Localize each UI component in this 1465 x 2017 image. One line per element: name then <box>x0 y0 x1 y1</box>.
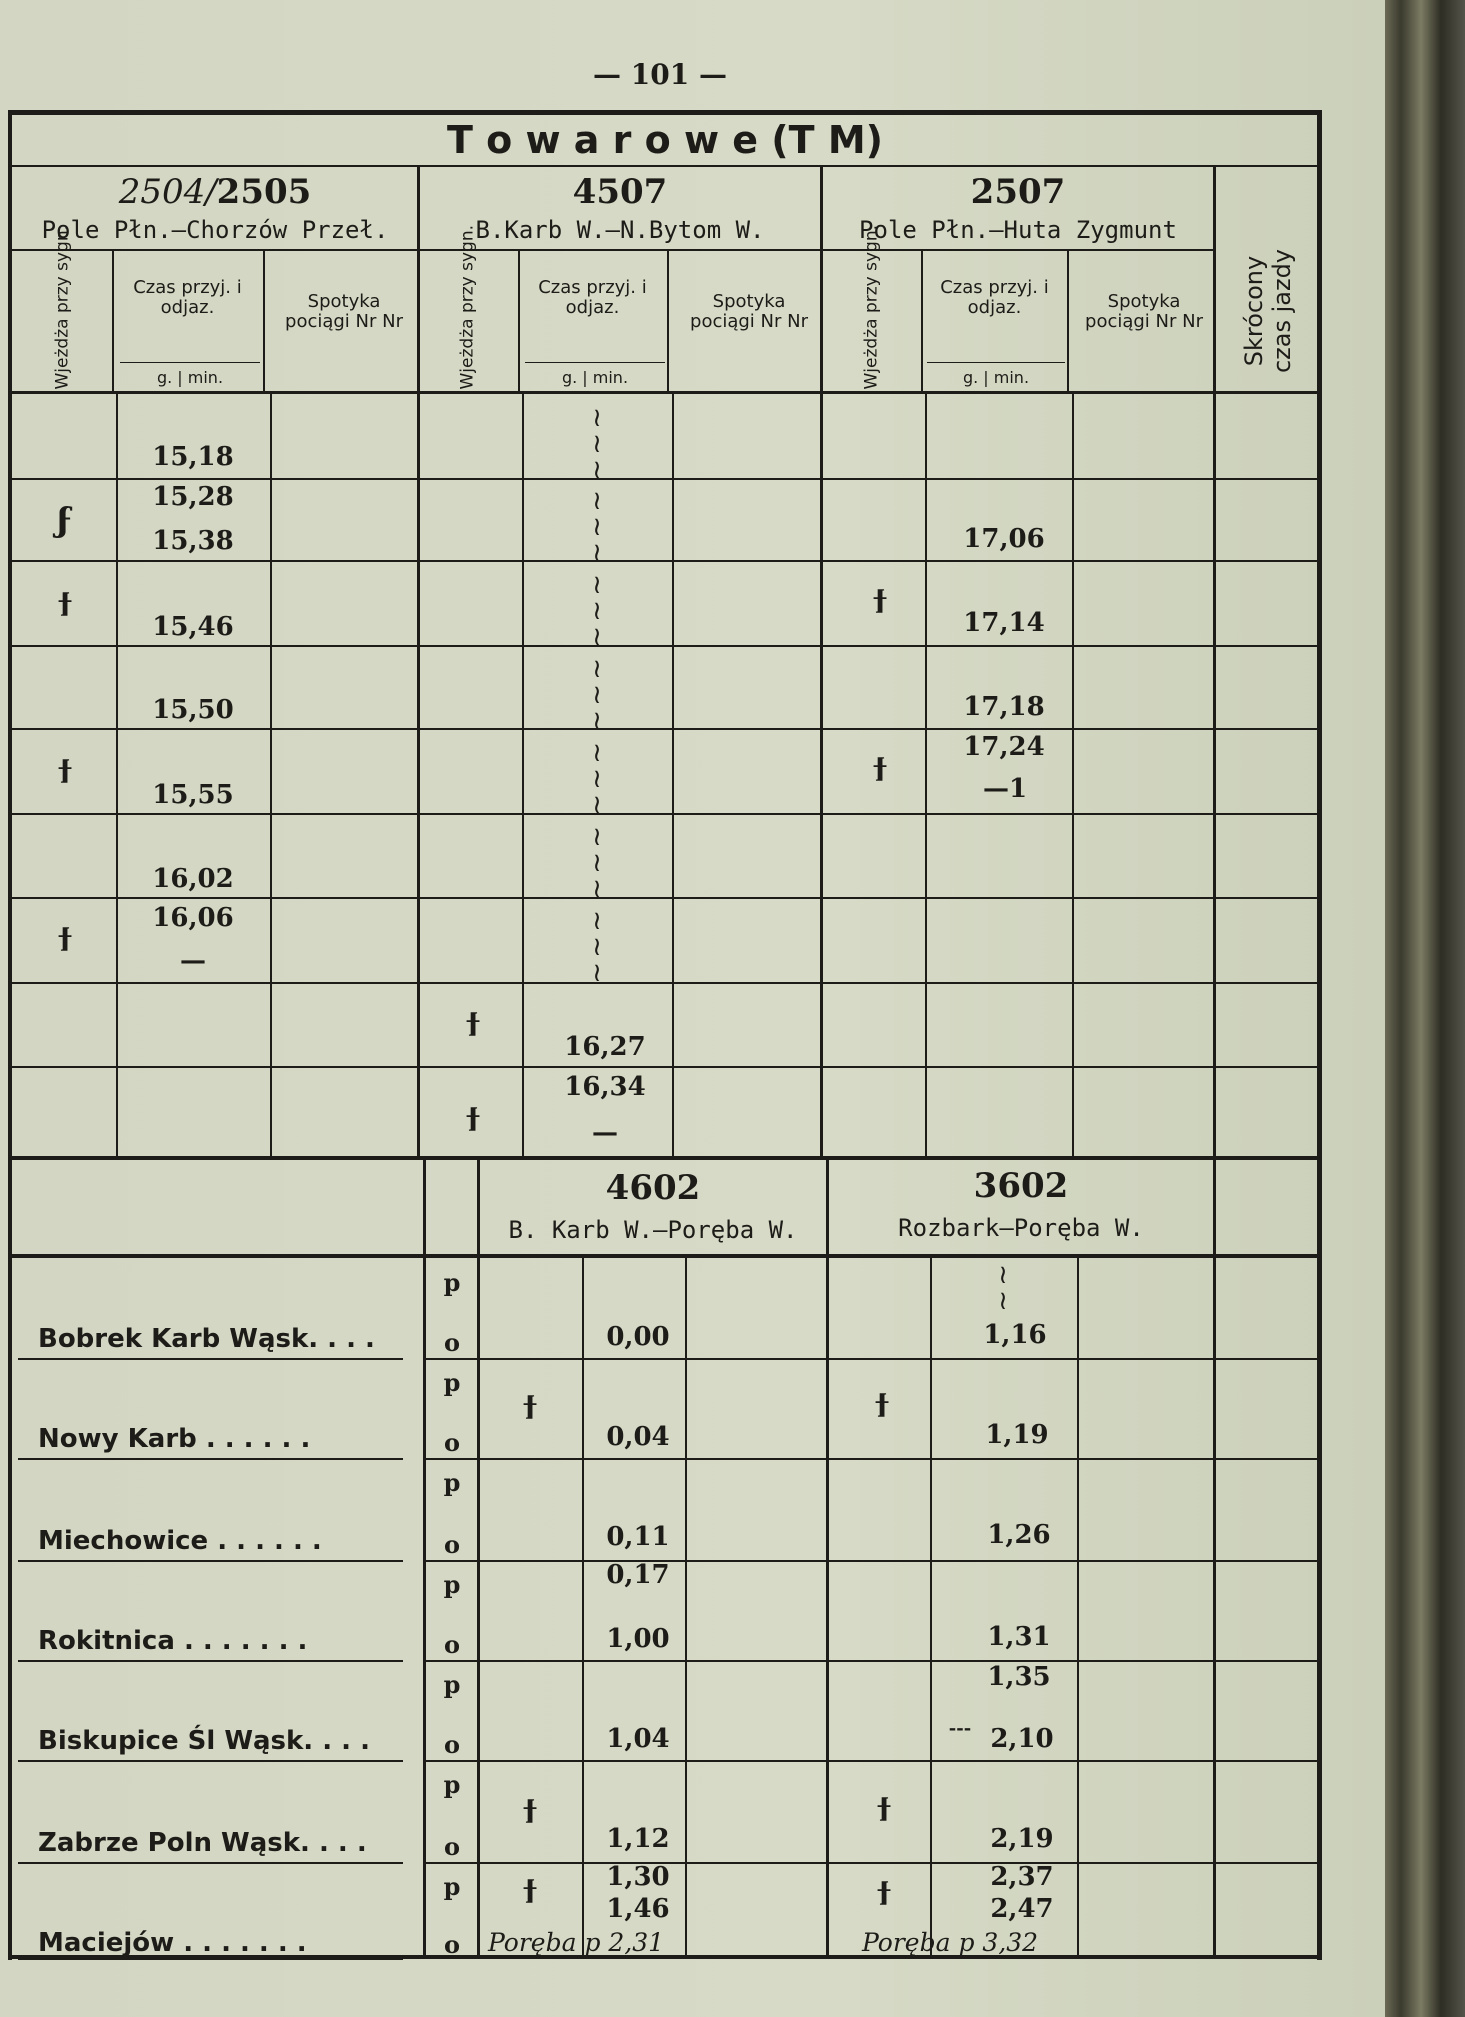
time-4602: 1,04 <box>606 1724 670 1754</box>
body-v-b2 <box>672 394 674 1156</box>
station-name: Biskupice Śl Wąsk. . . . <box>38 1726 370 1756</box>
signal-symbol: ϯ <box>876 1874 892 1914</box>
wave-glyph: ≀ <box>592 429 602 459</box>
station-rule <box>18 1862 403 1864</box>
signal-symbol: ϯ <box>872 582 888 622</box>
time-2507: —1 <box>982 774 1028 804</box>
arrival-label: p <box>443 1872 461 1901</box>
time-4602: 1,12 <box>606 1824 670 1854</box>
time-3602: 1,35 <box>987 1662 1051 1692</box>
time-4602: 0,17 <box>606 1560 670 1590</box>
time-2507: 17,18 <box>963 692 1045 722</box>
train-4602-number: 4602 <box>605 1168 701 1208</box>
departure-label: o <box>443 1930 460 1959</box>
wave-mark <box>988 1262 1018 1314</box>
time-3602: 2,10 <box>990 1724 1054 1754</box>
bottom-v-mid <box>826 1160 829 1958</box>
time-2505: 15,55 <box>152 780 234 810</box>
bottom-v-po-right <box>477 1160 480 1958</box>
time-4602: 1,46 <box>606 1894 670 1924</box>
time-2505: 15,46 <box>152 612 234 642</box>
signal-symbol: ϯ <box>57 752 73 792</box>
time-4602: 0,04 <box>606 1422 670 1452</box>
wave-glyph: ≀ <box>592 958 602 988</box>
departure-label: o <box>443 1630 460 1659</box>
wave-glyph: ≀ <box>592 764 602 794</box>
body-v-a1 <box>116 394 118 1156</box>
train-2507-route: Pole Płn.–Huta Zygmunt <box>859 216 1177 244</box>
wave-glyph: ≀ <box>592 680 602 710</box>
time-4602: 1,30 <box>606 1862 670 1892</box>
time-units-rule-c <box>927 362 1065 363</box>
time-4507: 16,34 <box>564 1072 646 1102</box>
signal-symbol: ϯ <box>465 1100 481 1140</box>
wave-glyph: ≀ <box>998 1260 1008 1290</box>
frame-top <box>8 110 1321 115</box>
signal-symbol: ϯ <box>874 1386 890 1426</box>
departure-label: o <box>443 1428 460 1457</box>
row-rule <box>426 1458 1317 1460</box>
signal-symbol: ϯ <box>57 920 73 960</box>
signal-symbol: ϯ <box>522 1792 538 1832</box>
time-units-c: g. | min. <box>962 368 1030 387</box>
station-rule <box>18 1760 403 1762</box>
wave-glyph: ≀ <box>592 706 602 736</box>
station-name: Nowy Karb . . . . . . <box>38 1424 311 1454</box>
time-4602: 1,00 <box>606 1624 670 1654</box>
train-2507-number: 2507 <box>970 172 1066 212</box>
title-rule <box>12 165 1317 167</box>
row-rule <box>426 1760 1317 1762</box>
train-2505-route: Pole Płn.–Chorzów Przeł. <box>41 216 389 244</box>
time-units-b: g. | min. <box>561 368 629 387</box>
signal-symbol: ϝ <box>56 500 74 540</box>
time-2505: 15,38 <box>152 526 234 556</box>
bottom-v-po-left <box>423 1160 426 1958</box>
train-4602-route: B. Karb W.–Poręba W. <box>508 1216 798 1244</box>
station-rule <box>18 1358 403 1360</box>
page-number: — 101 — <box>593 58 727 91</box>
time-3602: 2,47 <box>990 1894 1054 1924</box>
frame-right <box>1317 110 1322 1960</box>
time-2505: 16,02 <box>152 864 234 894</box>
time-units-a: g. | min. <box>156 368 224 387</box>
time-4602: 0,00 <box>606 1322 670 1352</box>
wave-glyph: ≀ <box>592 874 602 904</box>
time-3602: 1,16 <box>983 1320 1047 1350</box>
row-rule <box>12 813 1317 815</box>
time-units-rule-a <box>120 362 260 363</box>
wave-mark <box>582 740 612 818</box>
time-3602: 1,19 <box>985 1420 1049 1450</box>
row-rule <box>12 560 1317 562</box>
bottom-v-c <box>930 1258 932 1958</box>
arrival-label: p <box>443 1268 461 1297</box>
time-header-b: Czas przyj. i odjaz. <box>538 277 647 318</box>
row-rule <box>12 1066 1317 1068</box>
wave-glyph: ≀ <box>592 848 602 878</box>
shortened-header: Skrócony czas jazdy <box>1240 248 1296 374</box>
time-3602: 2,37 <box>990 1862 1054 1892</box>
signal-symbol: ϯ <box>872 750 888 790</box>
time-2505: 16,06 <box>152 903 234 933</box>
station-name: Miechowice . . . . . . <box>38 1526 322 1556</box>
station-name: Bobrek Karb Wąsk. . . . <box>38 1324 375 1354</box>
wave-mark <box>582 572 612 650</box>
time-3602: 1,26 <box>987 1520 1051 1550</box>
entry-header-c: Wjeżdża przy sygn. <box>861 224 882 390</box>
wave-glyph: ≀ <box>592 622 602 652</box>
time-4507: 16,27 <box>564 1032 646 1062</box>
train-2504-number: 2504/ <box>118 172 217 212</box>
sub-v-c1 <box>921 251 923 391</box>
divider-v3 <box>1213 167 1216 1957</box>
po-mid-rule <box>932 1660 1076 1661</box>
train-3602-number: 3602 <box>973 1166 1069 1206</box>
arrival-label: p <box>443 1770 461 1799</box>
row-rule <box>426 1358 1317 1360</box>
row-rule <box>426 1560 1317 1562</box>
time-2505: 15,28 <box>152 482 234 512</box>
wave-mark <box>582 824 612 902</box>
signal-symbol: ϯ <box>465 1005 481 1045</box>
note-3602: Poręba p 3,32 <box>862 1928 1039 1957</box>
sub-v-c2 <box>1067 251 1069 391</box>
row-rule <box>12 982 1317 984</box>
time-header-c: Czas przyj. i odjaz. <box>940 277 1049 318</box>
divider-v2 <box>820 167 823 1157</box>
body-v-c2 <box>1072 394 1074 1156</box>
wave-glyph: ≀ <box>592 822 602 852</box>
wave-mark <box>582 656 612 734</box>
train-2505-number <box>15 172 415 212</box>
signal-symbol: ϯ <box>57 585 73 625</box>
time-3602: 1,31 <box>987 1622 1051 1652</box>
train-4507-route: B.Karb W.–N.Bytom W. <box>475 216 765 244</box>
time-2507: 17,24 <box>963 732 1045 762</box>
station-rule <box>18 1458 403 1460</box>
wave-glyph: ≀ <box>592 455 602 485</box>
wave-glyph: ≀ <box>592 738 602 768</box>
wave-glyph: ≀ <box>592 538 602 568</box>
book-binding <box>1385 0 1465 2017</box>
wave-glyph: ≀ <box>592 906 602 936</box>
station-name: Zabrze Poln Wąsk. . . . <box>38 1828 367 1858</box>
entry-header-a: Wjeżdża przy sygn. <box>52 224 73 390</box>
time-4507: — <box>592 1118 618 1148</box>
station-rule <box>18 1958 403 1960</box>
departure-label: o <box>443 1730 460 1759</box>
divider-v1 <box>417 167 420 1157</box>
arrival-label: p <box>443 1570 461 1599</box>
wave-glyph: ≀ <box>592 486 602 516</box>
departure-label: o <box>443 1328 460 1357</box>
meeting-header-c: Spotyka pociągi Nr Nr <box>1085 291 1203 332</box>
frame-left <box>8 110 12 1960</box>
wave-glyph: ≀ <box>592 596 602 626</box>
arrival-label: p <box>443 1368 461 1397</box>
row-rule <box>426 1862 1317 1864</box>
signal-symbol: ϯ <box>876 1790 892 1830</box>
wave-mark <box>582 488 612 566</box>
row-rule <box>426 1660 1317 1662</box>
sub-v-a2 <box>263 251 265 391</box>
body-v-c1 <box>925 394 927 1156</box>
wave-glyph: ≀ <box>592 403 602 433</box>
sub-v-b2 <box>667 251 669 391</box>
wave-glyph: ≀ <box>592 654 602 684</box>
header-rule-1 <box>12 249 1215 251</box>
wave-glyph: ≀ <box>592 570 602 600</box>
table-title: T o w a r o w e (T M) <box>446 118 884 162</box>
row-rule <box>12 478 1317 480</box>
wave-glyph: ≀ <box>592 932 602 962</box>
station-name: Rokitnica . . . . . . . <box>38 1626 308 1656</box>
section-rule <box>12 1156 1317 1160</box>
arrival-label: p <box>443 1468 461 1497</box>
time-2505: 15,18 <box>152 442 234 472</box>
time-header-a: Czas przyj. i odjaz. <box>133 277 242 318</box>
row-rule <box>12 645 1317 647</box>
time-units-rule-b <box>525 362 665 363</box>
row-rule <box>12 897 1317 899</box>
train-3602-route: Rozbark–Poręba W. <box>898 1214 1144 1242</box>
meeting-header-b: Spotyka pociągi Nr Nr <box>690 291 808 332</box>
departure-label: o <box>443 1832 460 1861</box>
time-4602: 0,11 <box>606 1522 670 1552</box>
wave-mark <box>582 405 612 483</box>
station-rule <box>18 1660 403 1662</box>
row-rule <box>12 728 1317 730</box>
note-4602: Poręba p 2,31 <box>488 1928 665 1957</box>
signal-symbol: ϯ <box>522 1388 538 1428</box>
departure-label: o <box>443 1530 460 1559</box>
station-rule <box>18 1560 403 1562</box>
time-3602: 2,19 <box>990 1824 1054 1854</box>
header-rule-2 <box>12 391 1317 394</box>
time-2505: — <box>180 946 206 976</box>
sub-v-b1 <box>518 251 520 391</box>
time-2507: 17,14 <box>963 608 1045 638</box>
sub-v-a1 <box>112 251 114 391</box>
train-4507-number: 4507 <box>572 172 668 212</box>
wave-glyph: ≀ <box>998 1286 1008 1316</box>
train-2505-number-bold: 2505 <box>216 172 312 212</box>
body-v-b1 <box>522 394 524 1156</box>
signal-symbol: ϯ <box>522 1872 538 1912</box>
entry-header-b: Wjeżdża przy sygn. <box>457 224 478 390</box>
body-v-a2 <box>270 394 272 1156</box>
time-2507: 17,06 <box>963 524 1045 554</box>
wave-glyph: ≀ <box>592 790 602 820</box>
bottom-header-rule <box>12 1254 1317 1258</box>
dash-mark: --- <box>948 1718 972 1739</box>
wave-glyph: ≀ <box>592 512 602 542</box>
time-2505: 15,50 <box>152 695 234 725</box>
wave-mark <box>582 908 612 986</box>
arrival-label: p <box>443 1670 461 1699</box>
meeting-header-a: Spotyka pociągi Nr Nr <box>285 291 403 332</box>
station-name: Maciejów . . . . . . . <box>38 1928 307 1958</box>
